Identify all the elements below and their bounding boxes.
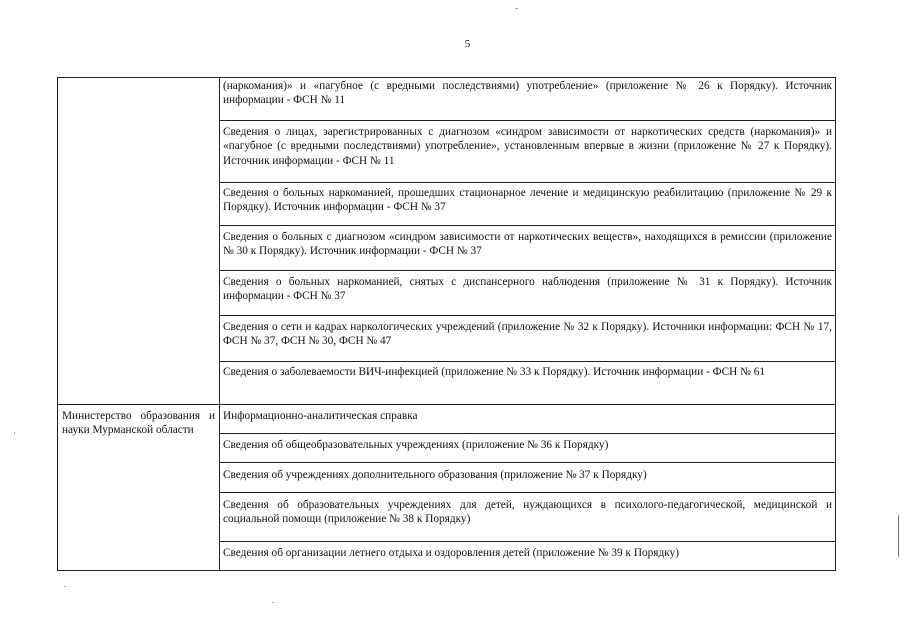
info-item-cell: Сведения об организации летнего отдыха и оздоровления детей (приложение № 39 к Порядку) bbox=[220, 542, 836, 571]
info-item-cell: Сведения о больных с диагнозом «синдром зависимости от наркотических веществ», находящихся в ремиссии (приложение № 30 к Порядку). Источник информации - ФСН № 37 bbox=[220, 226, 836, 271]
info-item-cell: Сведения об образовательных учреждениях для детей, нуждающихся в психолого-педагогической, медицинской и социальной помощи (приложение № 38 к Порядку) bbox=[220, 493, 836, 542]
reporting-table bbox=[57, 77, 836, 571]
scan-artifact bbox=[515, 8, 518, 9]
info-item-cell: (наркомания)» и «пагубное (с вредными последствиями) употребление» (приложение № 26 к Порядку). Источник информации - ФСН № 11 bbox=[220, 78, 836, 121]
info-item-cell: Сведения о лицах, зарегистрированных с диагнозом «синдром зависимости от наркотических средств (наркомания)» и «пагубное (с вредными последствиями) употребление», установленным впервые в жизни (приложение № 27 к Порядку). Источник информации - ФСН № 11 bbox=[220, 121, 836, 183]
scan-artifact bbox=[64, 586, 66, 587]
info-item-cell: Сведения о заболеваемости ВИЧ-инфекцией (приложение № 33 к Порядку). Источник информации - ФСН № 61 bbox=[220, 362, 836, 405]
table-row bbox=[58, 78, 836, 121]
scan-artifact bbox=[14, 432, 15, 434]
scan-artifact bbox=[272, 602, 274, 603]
info-item-cell: Сведения об общеобразовательных учреждениях (приложение № 36 к Порядку) bbox=[220, 434, 836, 463]
organization-cell: Министерство образования и науки Мурманской области bbox=[58, 405, 220, 571]
info-item-cell: Сведения о сети и кадрах наркологических учреждений (приложение № 32 к Порядку). Источники информации: ФСН № 17, ФСН № 37, ФСН № 30, ФСН № 47 bbox=[220, 316, 836, 362]
organization-cell bbox=[58, 78, 220, 405]
table-row bbox=[58, 405, 836, 434]
info-item-cell: Сведения о больных наркоманией, прошедших стационарное лечение и медицинскую реабилитацию (приложение № 29 к Порядку). Источник информации - ФСН № 37 bbox=[220, 183, 836, 226]
info-item-cell: Сведения об учреждениях дополнительного образования (приложение № 37 к Порядку) bbox=[220, 463, 836, 493]
scan-artifact bbox=[898, 515, 899, 557]
info-item-cell: Информационно-аналитическая справка bbox=[220, 405, 836, 434]
page-number: 5 bbox=[464, 38, 471, 50]
info-item-cell: Сведения о больных наркоманией, снятых с диспансерного наблюдения (приложение № 31 к Порядку). Источник информации - ФСН № 37 bbox=[220, 271, 836, 316]
